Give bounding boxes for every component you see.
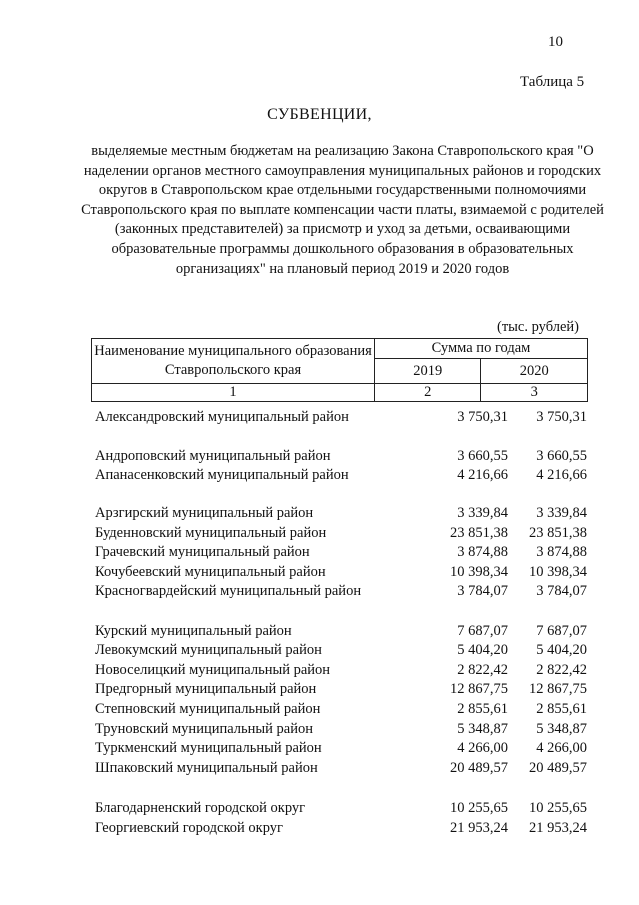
row-value-2020: 20 489,57	[529, 760, 587, 776]
row-value-2019: 10 398,34	[450, 564, 508, 580]
row-name: Грачевский муниципальный район	[95, 544, 310, 560]
row-name: Андроповский муниципальный район	[95, 448, 331, 464]
row-name: Кочубеевский муниципальный район	[95, 564, 326, 580]
header-name-column: Наименование муниципального образования Ставропольского края	[92, 339, 375, 384]
row-value-2020: 3 660,55	[536, 448, 587, 464]
row-value-2019: 5 348,87	[457, 721, 508, 737]
row-value-2020: 5 404,20	[536, 642, 587, 658]
row-name: Степновский муниципальный район	[95, 701, 321, 717]
row-value-2019: 23 851,38	[450, 525, 508, 541]
row-value-2020: 3 339,84	[536, 505, 587, 521]
row-name: Труновский муниципальный район	[95, 721, 313, 737]
row-value-2020: 5 348,87	[536, 721, 587, 737]
row-value-2019: 4 216,66	[457, 467, 508, 483]
page-number: 10	[548, 34, 563, 50]
row-value-2020: 10 255,65	[529, 800, 587, 816]
row-value-2020: 12 867,75	[529, 681, 587, 697]
header-col-number-2: 2	[375, 384, 481, 402]
table-header	[91, 338, 588, 402]
row-value-2019: 2 855,61	[457, 701, 508, 717]
table-label: Таблица 5	[520, 74, 585, 90]
row-value-2019: 7 687,07	[457, 623, 508, 639]
row-name: Благодарненский городской округ	[95, 800, 306, 816]
header-year-2019: 2019	[375, 359, 481, 384]
row-value-2020: 21 953,24	[529, 820, 587, 836]
row-value-2020: 23 851,38	[529, 525, 587, 541]
row-value-2019: 12 867,75	[450, 681, 508, 697]
row-value-2019: 3 750,31	[457, 409, 508, 425]
row-name: Туркменский муниципальный район	[95, 740, 322, 756]
row-value-2019: 3 874,88	[457, 544, 508, 560]
row-value-2019: 3 339,84	[457, 505, 508, 521]
header-year-2020: 2020	[481, 359, 588, 384]
row-value-2020: 3 750,31	[536, 409, 587, 425]
row-name: Левокумский муниципальный район	[95, 642, 322, 658]
row-name: Апанасенковский муниципальный район	[95, 467, 349, 483]
row-value-2020: 2 822,42	[536, 662, 587, 678]
document-title: СУБВЕНЦИИ,	[267, 106, 372, 123]
row-value-2019: 10 255,65	[450, 800, 508, 816]
header-col-number-1: 1	[92, 384, 375, 402]
row-name: Красногвардейский муниципальный район	[95, 583, 362, 599]
row-name: Буденновский муниципальный район	[95, 525, 327, 541]
row-value-2019: 3 784,07	[457, 583, 508, 599]
header-sum-column: Сумма по годам	[375, 339, 588, 359]
row-name: Арзгирский муниципальный район	[95, 505, 314, 521]
row-name: Курский муниципальный район	[95, 623, 292, 639]
row-name: Предгорный муниципальный район	[95, 681, 317, 697]
row-value-2020: 10 398,34	[529, 564, 587, 580]
row-value-2020: 7 687,07	[536, 623, 587, 639]
row-value-2019: 21 953,24	[450, 820, 508, 836]
row-value-2020: 3 784,07	[536, 583, 587, 599]
row-name: Шпаковский муниципальный район	[95, 760, 318, 776]
header-col-number-3: 3	[481, 384, 588, 402]
row-value-2019: 5 404,20	[457, 642, 508, 658]
row-value-2020: 4 266,00	[536, 740, 587, 756]
row-name: Новоселицкий муниципальный район	[95, 662, 331, 678]
row-value-2019: 4 266,00	[457, 740, 508, 756]
units-label: (тыс. рублей)	[497, 319, 579, 335]
row-value-2020: 4 216,66	[536, 467, 587, 483]
row-value-2020: 3 874,88	[536, 544, 587, 560]
row-name: Александровский муниципальный район	[95, 409, 349, 425]
row-name: Георгиевский городской округ	[95, 820, 283, 836]
row-value-2019: 2 822,42	[457, 662, 508, 678]
document-subtitle: выделяемые местным бюджетам на реализацию Закона Ставропольского края "О наделении органов местного самоуправления муниципальных районов и городских округов в Ставропольском крае отдельными государственными полномочиями Ставропольского края по выплате компенсации части платы, взимаемой с родителей (законных представителей) за присмотр и уход за детьми, осваивающими образовательные программы дошкольного образования в образовательных организациях" на плановый период 2019 и 2020 годов	[81, 143, 604, 277]
row-value-2019: 20 489,57	[450, 760, 508, 776]
row-value-2019: 3 660,55	[457, 448, 508, 464]
row-value-2020: 2 855,61	[536, 701, 587, 717]
